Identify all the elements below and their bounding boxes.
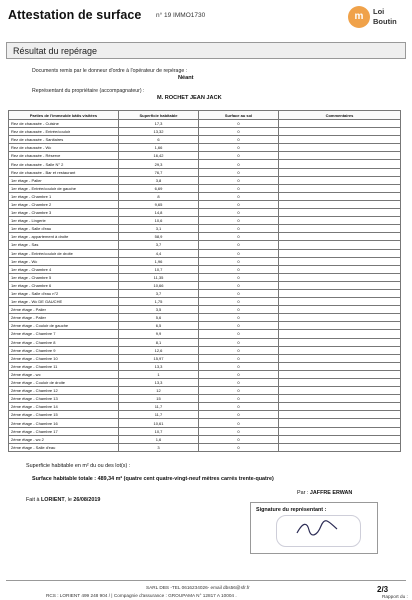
cell-habitable: 10,6 [119, 217, 199, 225]
cell-habitable: 11,7 [119, 403, 199, 411]
cell-habitable: 10,7 [119, 265, 199, 273]
cell-comment [279, 403, 401, 411]
cell-comment [279, 395, 401, 403]
date-prefix: , le [64, 497, 72, 503]
cell-habitable: 11,7 [119, 411, 199, 419]
cell-part: 2ème étage - Chambre 17 [9, 427, 119, 435]
cell-part: 2ème étage - Chambre 15 [9, 411, 119, 419]
cell-comment [279, 322, 401, 330]
place-prefix: Fait à [26, 497, 40, 503]
cell-part: 1er étage - Salle d'eau [9, 225, 119, 233]
cell-floor-area: 0 [199, 314, 279, 322]
surface-table [8, 110, 401, 452]
cell-floor-area: 0 [199, 128, 279, 136]
header [6, 6, 406, 32]
cell-floor-area: 0 [199, 152, 279, 160]
table-row [9, 273, 401, 281]
cell-part: 2ème étage - Couloir de droite [9, 379, 119, 387]
cell-part: 2ème étage - wc 2 [9, 435, 119, 443]
document-reference: n° 19 IMMO1730 [156, 12, 206, 19]
cell-floor-area: 0 [199, 354, 279, 362]
cell-part: 1er étage - Chambre 5 [9, 273, 119, 281]
cell-part: 2ème étage - Chambre 11 [9, 362, 119, 370]
logo-line-2: Boutin [373, 17, 397, 26]
cell-part: 1er étage - Chambre 4 [9, 265, 119, 273]
documents-value: Néant [178, 75, 194, 81]
cell-comment [279, 289, 401, 297]
cell-habitable: 29,3 [119, 160, 199, 168]
cell-habitable: 10,7 [119, 427, 199, 435]
page-number: 2/3 [377, 585, 389, 594]
cell-floor-area: 0 [199, 241, 279, 249]
cell-floor-area: 0 [199, 330, 279, 338]
table-row [9, 387, 401, 395]
table-row [9, 306, 401, 314]
table-row [9, 322, 401, 330]
cell-part: 1er étage - Chambre 6 [9, 281, 119, 289]
table-row [9, 120, 401, 128]
table-row [9, 289, 401, 297]
cell-habitable: 3,8 [119, 176, 199, 184]
cell-comment [279, 298, 401, 306]
cell-floor-area: 0 [199, 209, 279, 217]
cell-floor-area: 0 [199, 273, 279, 281]
cell-floor-area: 0 [199, 168, 279, 176]
cell-habitable: 1,75 [119, 298, 199, 306]
table-row [9, 192, 401, 200]
cell-part: 2ème étage - Palier [9, 306, 119, 314]
footer-rule [6, 580, 406, 581]
table-row [9, 403, 401, 411]
cell-floor-area: 0 [199, 257, 279, 265]
table-row [9, 217, 401, 225]
cell-floor-area: 0 [199, 298, 279, 306]
cell-floor-area: 0 [199, 427, 279, 435]
cell-floor-area: 0 [199, 403, 279, 411]
cell-comment [279, 144, 401, 152]
cell-habitable: 8 [119, 192, 199, 200]
cell-floor-area: 0 [199, 338, 279, 346]
column-header-parts: Parties de l'immeuble bâtis visitées [9, 111, 119, 120]
representative-value: M. ROCHET JEAN JACK [157, 95, 222, 101]
cell-habitable: 1,66 [119, 144, 199, 152]
cell-habitable: 3,1 [119, 225, 199, 233]
section-title: Résultat du repérage [13, 46, 98, 56]
column-header-comments: Commentaires [279, 111, 401, 120]
cell-comment [279, 233, 401, 241]
cell-habitable: 3,7 [119, 289, 199, 297]
table-row [9, 209, 401, 217]
cell-comment [279, 338, 401, 346]
table-row [9, 419, 401, 427]
cell-habitable: 6 [119, 136, 199, 144]
signature-scribble-icon [295, 520, 339, 538]
cell-habitable: 14,8 [119, 209, 199, 217]
table-row [9, 144, 401, 152]
cell-part: 2ème étage - Salle d'eau [9, 443, 119, 451]
cell-part: 1er étage - Salle d'eau n°2 [9, 289, 119, 297]
documents-label: Documents remis par le donneur d'ordre à l'opérateur de repérage : [32, 68, 188, 74]
cell-part: 2ème étage - Chambre 13 [9, 395, 119, 403]
cell-part: 1er étage - Palier [9, 176, 119, 184]
cell-part: 2ème étage - Couloir de gauche [9, 322, 119, 330]
cell-comment [279, 200, 401, 208]
cell-floor-area: 0 [199, 346, 279, 354]
cell-part: 2ème étage - Chambre 14 [9, 403, 119, 411]
cell-comment [279, 136, 401, 144]
cell-habitable: 1,6 [119, 435, 199, 443]
table-row [9, 427, 401, 435]
cell-comment [279, 411, 401, 419]
cell-floor-area: 0 [199, 281, 279, 289]
cell-habitable: 17,3 [119, 120, 199, 128]
cell-habitable: 15,97 [119, 354, 199, 362]
cell-floor-area: 0 [199, 395, 279, 403]
cell-part: 1er étage - Lingerie [9, 217, 119, 225]
signature-label: Signature du représentant : [256, 507, 327, 513]
cell-comment [279, 435, 401, 443]
cell-floor-area: 0 [199, 184, 279, 192]
cell-part: 1er étage - Chambre 1 [9, 192, 119, 200]
table-row [9, 265, 401, 273]
cell-floor-area: 0 [199, 136, 279, 144]
cell-comment [279, 168, 401, 176]
cell-comment [279, 217, 401, 225]
cell-part: 1er étage - appartement à droite [9, 233, 119, 241]
handwritten-signature [295, 520, 339, 543]
total-surface: Surface habitable totale : 489,34 m² (quatre cent quatre-vingt-neuf mètres carrés trente-quatre) [32, 476, 274, 482]
cell-comment [279, 249, 401, 257]
cell-habitable: 9,65 [119, 200, 199, 208]
cell-floor-area: 0 [199, 411, 279, 419]
cell-floor-area: 0 [199, 362, 279, 370]
cell-comment [279, 128, 401, 136]
table-row [9, 176, 401, 184]
cell-floor-area: 0 [199, 387, 279, 395]
table-row [9, 354, 401, 362]
cell-comment [279, 281, 401, 289]
cell-comment [279, 152, 401, 160]
table-row [9, 411, 401, 419]
column-header-habitable: Superficie habitable [119, 111, 199, 120]
cell-floor-area: 0 [199, 192, 279, 200]
cell-comment [279, 427, 401, 435]
cell-part: 1er étage - Sas [9, 241, 119, 249]
cell-part: Rez de chaussée - Réserve [9, 152, 119, 160]
cell-comment [279, 379, 401, 387]
cell-habitable: 6,69 [119, 184, 199, 192]
cell-habitable: 9,9 [119, 330, 199, 338]
cell-comment [279, 192, 401, 200]
cell-floor-area: 0 [199, 379, 279, 387]
cell-comment [279, 314, 401, 322]
section-header [6, 42, 406, 59]
cell-comment [279, 225, 401, 233]
cell-habitable: 58,9 [119, 233, 199, 241]
cell-part: Rez de chaussée - Entrée/couloir [9, 128, 119, 136]
cell-habitable: 5,6 [119, 314, 199, 322]
cell-habitable: 10,66 [119, 281, 199, 289]
logo-icon: m [348, 6, 370, 28]
table-row [9, 249, 401, 257]
summary-label: Superficie habitable en m² du ou des lot(s) : [26, 463, 131, 469]
cell-floor-area: 0 [199, 289, 279, 297]
cell-part: 2ème étage - Chambre 9 [9, 346, 119, 354]
cell-comment [279, 306, 401, 314]
cell-comment [279, 209, 401, 217]
cell-floor-area: 0 [199, 370, 279, 378]
signature-box [250, 502, 378, 554]
table-row [9, 370, 401, 378]
cell-habitable: 3,5 [119, 306, 199, 314]
cell-comment [279, 330, 401, 338]
cell-part: 1er étage - Entrée/couloir de gauche [9, 184, 119, 192]
cell-part: Rez de chaussée - Wc [9, 144, 119, 152]
cell-habitable: 12,6 [119, 346, 199, 354]
cell-floor-area: 0 [199, 176, 279, 184]
cell-part: Rez de chaussée - Sanitaires [9, 136, 119, 144]
cell-part: 2ème étage - Chambre 16 [9, 419, 119, 427]
cell-floor-area: 0 [199, 225, 279, 233]
cell-comment [279, 265, 401, 273]
cell-habitable: 4,4 [119, 249, 199, 257]
cell-floor-area: 0 [199, 265, 279, 273]
table-row [9, 225, 401, 233]
table-header-row [9, 111, 401, 120]
logo-text [373, 7, 397, 27]
cell-habitable: 16,42 [119, 152, 199, 160]
cell-comment [279, 120, 401, 128]
cell-part: 1er étage - Entrée/couloir de droite [9, 249, 119, 257]
cell-part: 2ème étage - Chambre 7 [9, 330, 119, 338]
table-row [9, 152, 401, 160]
table-row [9, 395, 401, 403]
cell-habitable: 13,32 [119, 128, 199, 136]
footer-legal: RCS : LORIENT 499 248 904 / | Compagnie d'assurance : GROUPAMA N° 12817 A 10004 . [46, 593, 237, 598]
signatory-prefix: Par : [297, 490, 309, 496]
place: LORIENT [40, 497, 65, 503]
table-row [9, 136, 401, 144]
cell-part: 1er étage - Wc [9, 257, 119, 265]
table-row [9, 257, 401, 265]
cell-comment [279, 354, 401, 362]
cell-part: 1er étage - Chambre 3 [9, 209, 119, 217]
cell-floor-area: 0 [199, 144, 279, 152]
table-row [9, 168, 401, 176]
table-row [9, 200, 401, 208]
table-row [9, 338, 401, 346]
place-date [26, 497, 100, 503]
cell-part: 2ème étage - Chambre 10 [9, 354, 119, 362]
signatory [297, 490, 352, 496]
table-row [9, 281, 401, 289]
table-row [9, 314, 401, 322]
cell-floor-area: 0 [199, 322, 279, 330]
table-row [9, 241, 401, 249]
cell-part: Rez de chaussée - Salle N° 2 [9, 160, 119, 168]
cell-habitable: 6,5 [119, 322, 199, 330]
cell-part: 2ème étage - Palier [9, 314, 119, 322]
table-row [9, 362, 401, 370]
representative-label: Représentant du propriétaire (accompagnateur) : [32, 88, 145, 94]
table-row [9, 330, 401, 338]
cell-floor-area: 0 [199, 120, 279, 128]
cell-part: Rez de chaussée - Bar et restaurant [9, 168, 119, 176]
cell-comment [279, 443, 401, 451]
cell-comment [279, 176, 401, 184]
cell-part: 2ème étage - Chambre 12 [9, 387, 119, 395]
footer-contact: SARL DBS -TEL 0616234026- email dbs56@sfr.fr [146, 585, 250, 590]
cell-floor-area: 0 [199, 419, 279, 427]
cell-floor-area: 0 [199, 160, 279, 168]
cell-comment [279, 160, 401, 168]
table-row [9, 128, 401, 136]
cell-comment [279, 362, 401, 370]
page-title: Attestation de surface [8, 8, 142, 22]
cell-floor-area: 0 [199, 443, 279, 451]
cell-comment [279, 346, 401, 354]
cell-floor-area: 0 [199, 217, 279, 225]
cell-comment [279, 387, 401, 395]
cell-habitable: 11,35 [119, 273, 199, 281]
table-row [9, 184, 401, 192]
table-row [9, 160, 401, 168]
cell-habitable: 15 [119, 395, 199, 403]
cell-floor-area: 0 [199, 306, 279, 314]
cell-habitable: 10,61 [119, 419, 199, 427]
cell-comment [279, 257, 401, 265]
cell-habitable: 76,7 [119, 168, 199, 176]
table-row [9, 379, 401, 387]
cell-part: 2ème étage - wc [9, 370, 119, 378]
logo-line-1: Loi [373, 7, 385, 16]
cell-part: 2ème étage - Chambre 8 [9, 338, 119, 346]
cell-floor-area: 0 [199, 200, 279, 208]
table-row [9, 346, 401, 354]
table-body [9, 120, 401, 452]
cell-habitable: 13,3 [119, 362, 199, 370]
cell-floor-area: 0 [199, 249, 279, 257]
date: 26/08/2019 [73, 497, 101, 503]
table-row [9, 435, 401, 443]
cell-comment [279, 184, 401, 192]
cell-floor-area: 0 [199, 435, 279, 443]
cell-comment [279, 370, 401, 378]
cell-habitable: 1,96 [119, 257, 199, 265]
cell-habitable: 3,7 [119, 241, 199, 249]
signatory-name: JAFFRE ERWAN [309, 490, 353, 496]
cell-habitable: 13,3 [119, 379, 199, 387]
cell-comment [279, 419, 401, 427]
table-row [9, 298, 401, 306]
cell-comment [279, 241, 401, 249]
cell-habitable: 3 [119, 443, 199, 451]
cell-part: Rez de chaussée - Cuisine [9, 120, 119, 128]
cell-comment [279, 273, 401, 281]
column-header-floor-area: Surface au sol [199, 111, 279, 120]
cell-part: 1er étage - Wc DE GAUCHE [9, 298, 119, 306]
table-row [9, 233, 401, 241]
cell-floor-area: 0 [199, 233, 279, 241]
cell-habitable: 1 [119, 370, 199, 378]
cell-part: 1er étage - Chambre 2 [9, 200, 119, 208]
cell-habitable: 12 [119, 387, 199, 395]
report-label: Rapport du : [382, 594, 408, 599]
cell-habitable: 8,1 [119, 338, 199, 346]
table-row [9, 443, 401, 451]
